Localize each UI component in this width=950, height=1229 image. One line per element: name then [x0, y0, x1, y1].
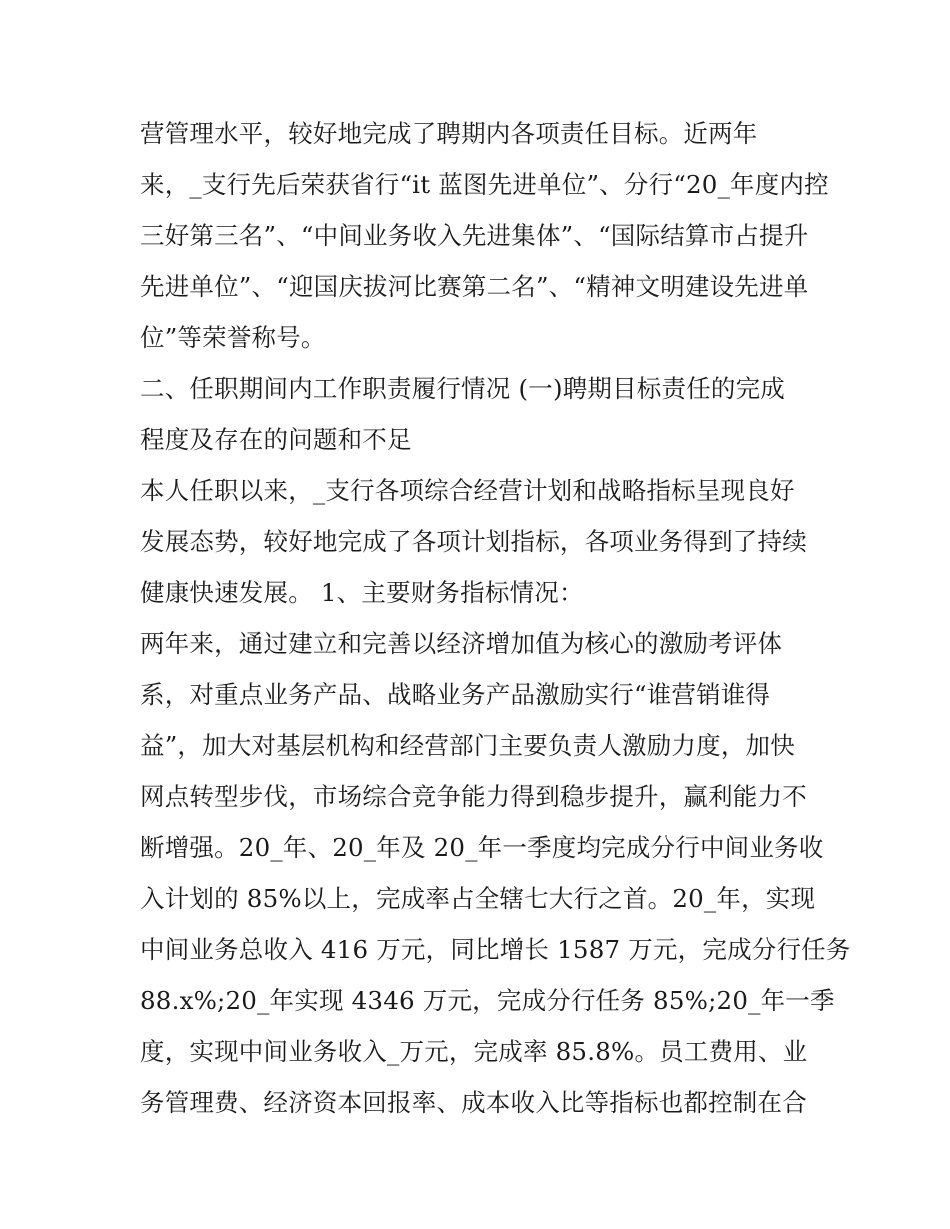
text-line: 务管理费、经济资本回报率、成本收入比等指标也都控制在合 [140, 1088, 807, 1117]
text-line: 系，对重点业务产品、战略业务产品激励实行“谁营销谁得 [140, 680, 771, 709]
section-heading-line: 二、任职期间内工作职责履行情况 (一)聘期目标责任的完成 [140, 374, 786, 403]
text-line: 发展态势，较好地完成了各项计划指标，各项业务得到了持续 [140, 527, 807, 556]
text-line: 入计划的 85%以上，完成率占全辖七大行之首。20_年，实现 [140, 884, 816, 913]
text-line: 健康快速发展。 1、主要财务指标情况： [140, 578, 584, 607]
document-body [140, 108, 851, 1128]
text-line: 中间业务总收入 416 万元，同比增长 1587 万元，完成分行任务 [140, 935, 851, 964]
text-line: 断增强。20_年、20_年及 20_年一季度均完成分行中间业务收 [140, 833, 824, 862]
text-line: 度，实现中间业务收入_万元，完成率 85.8%。员工费用、业 [140, 1037, 808, 1066]
text-line: 先进单位”、“迎国庆拔河比赛第二名”、“精神文明建设先进单 [140, 272, 809, 301]
section-heading-line: 程度及存在的问题和不足 [140, 425, 412, 454]
text-line: 本人任职以来，_支行各项综合经营计划和战略指标呈现良好 [140, 476, 795, 505]
text-line: 益”，加大对基层机构和经营部门主要负责人激励力度，加快 [140, 731, 795, 760]
text-line: 两年来，通过建立和完善以经济增加值为核心的激励考评体 [140, 629, 783, 658]
text-line: 来，_支行先后荣获省行“it 蓝图先进单位”、分行“20_年度内控 [140, 170, 829, 199]
text-line: 位”等荣誉称号。 [140, 323, 326, 352]
text-line: 三好第三名”、“中间业务收入先进集体”、“国际结算市占提升 [140, 221, 809, 250]
text-line: 网点转型步伐，市场综合竞争能力得到稳步提升，赢利能力不 [140, 782, 807, 811]
text-line: 营管理水平，较好地完成了聘期内各项责任目标。近两年 [140, 119, 758, 148]
text-line: 88.x%;20_年实现 4346 万元，完成分行任务 85%;20_年一季 [140, 986, 835, 1015]
